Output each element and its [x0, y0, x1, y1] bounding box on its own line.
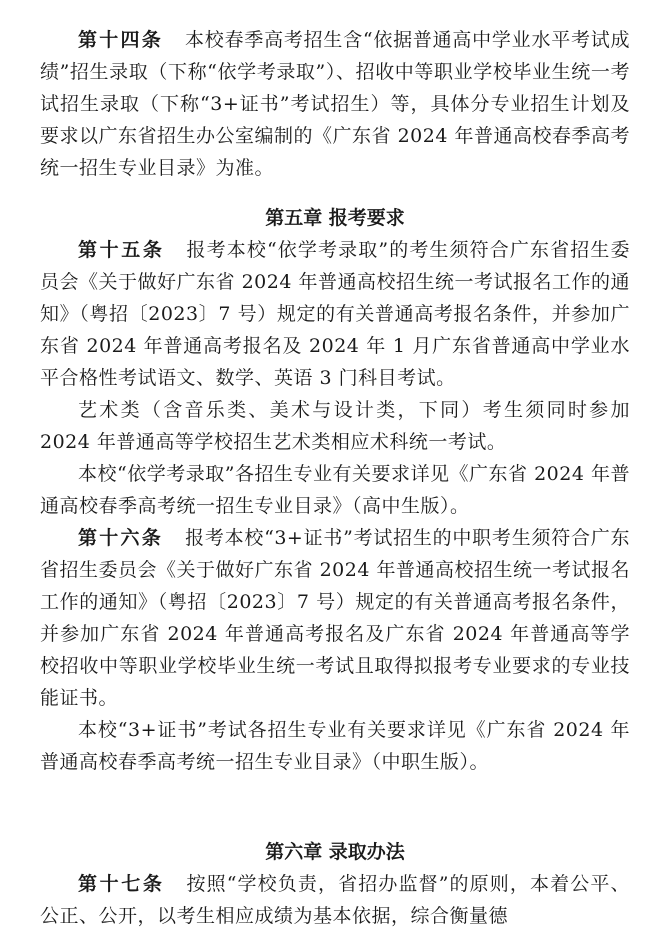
chapter-heading-6: 第六章 录取办法	[265, 841, 405, 863]
article-number: 第十五条	[78, 239, 165, 261]
article-number: 第十七条	[78, 873, 165, 895]
article-17	[40, 868, 630, 932]
article-15	[40, 234, 630, 394]
article-14	[40, 24, 630, 184]
article-text: 报考本校“3+证书”考试招生的中职考生须符合广东省招生委员会《关于做好广东省 2024 年普通高校招生统一考试报名工作的通知》（粤招〔2023〕7 号）规定的有关普通高考报名条件，并参加广东省 2024 年普通高考报名及广东省 2024 年普通高等学校招收中等职业学校毕业生统一考试且取得拟报考专业要求的专业技能证书。	[40, 527, 630, 709]
paragraph: 本校“依学考录取”各招生专业有关要求详见《广东省 2024 年普通高校春季高考统一招生专业目录》（高中生版）。	[40, 463, 630, 517]
article-text: 按照“学校负责，省招办监督”的原则，本着公平、公正、公开，以考生相应成绩为基本依据，综合衡量德	[40, 873, 630, 927]
article-text: 本校春季高考招生含“依据普通高中学业水平考试成绩”招生录取（下称“依学考录取”）、招收中等职业学校毕业生统一考试招生录取（下称“3+证书”考试招生）等，具体分专业招生计划及要求以广东省招生办公室编制的《广东省 2024 年普通高校春季高考统一招生专业目录》为准。	[40, 29, 630, 179]
chapter-heading-5: 第五章 报考要求	[265, 207, 405, 229]
article-number: 第十六条	[78, 527, 164, 549]
paragraph: 本校“3+证书”考试各招生专业有关要求详见《广东省 2024 年普通高校春季高考统一招生专业目录》（中职生版）。	[40, 719, 630, 773]
article-text: 报考本校“依学考录取”的考生须符合广东省招生委员会《关于做好广东省 2024 年普通高校招生统一考试报名工作的通知》（粤招〔2023〕7 号）规定的有关普通高考报名条件，并参加广东省 2024 年普通高考报名及 2024 年 1 月广东省普通高中学业水平合格性考试语文、数学、英语 3 门科目考试。	[40, 239, 630, 389]
paragraph: 艺术类（含音乐类、美术与设计类，下同）考生须同时参加 2024 年普通高等学校招生艺术类相应术科统一考试。	[40, 399, 630, 453]
article-16	[40, 522, 630, 714]
article-number: 第十四条	[78, 29, 164, 51]
